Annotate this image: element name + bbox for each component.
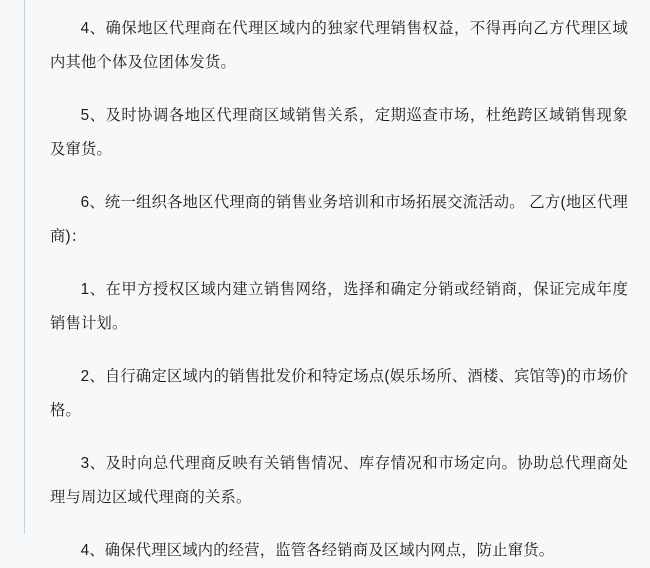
paragraph: 5、及时协调各地区代理商区域销售关系，定期巡查市场，杜绝跨区域销售现象及窜货。 [50,107,628,158]
paragraph: 4、确保代理区域内的经营，监管各经销商及区域内网点，防止窜货。 [80,542,555,559]
paragraph: 3、及时向总代理商反映有关销售情况、库存情况和市场定向。协助总代理商处理与周边区域代理商的关系。 [50,455,628,506]
paragraph: 1、在甲方授权区域内建立销售网络，选择和确定分销或经销商，保证完成年度销售计划。 [50,281,628,332]
paragraph: 4、确保地区代理商在代理区域内的独家代理销售权益，不得再向乙方代理区域内其他个体及位团体发货。 [50,20,628,71]
paragraph: 6、统一组织各地区代理商的销售业务培训和市场拓展交流活动。 乙方(地区代理商)： [50,194,628,245]
document-body [25,0,650,559]
paragraph: 2、自行确定区域内的销售批发价和特定场点(娱乐场所、酒楼、宾馆等)的市场价格。 [50,368,628,419]
